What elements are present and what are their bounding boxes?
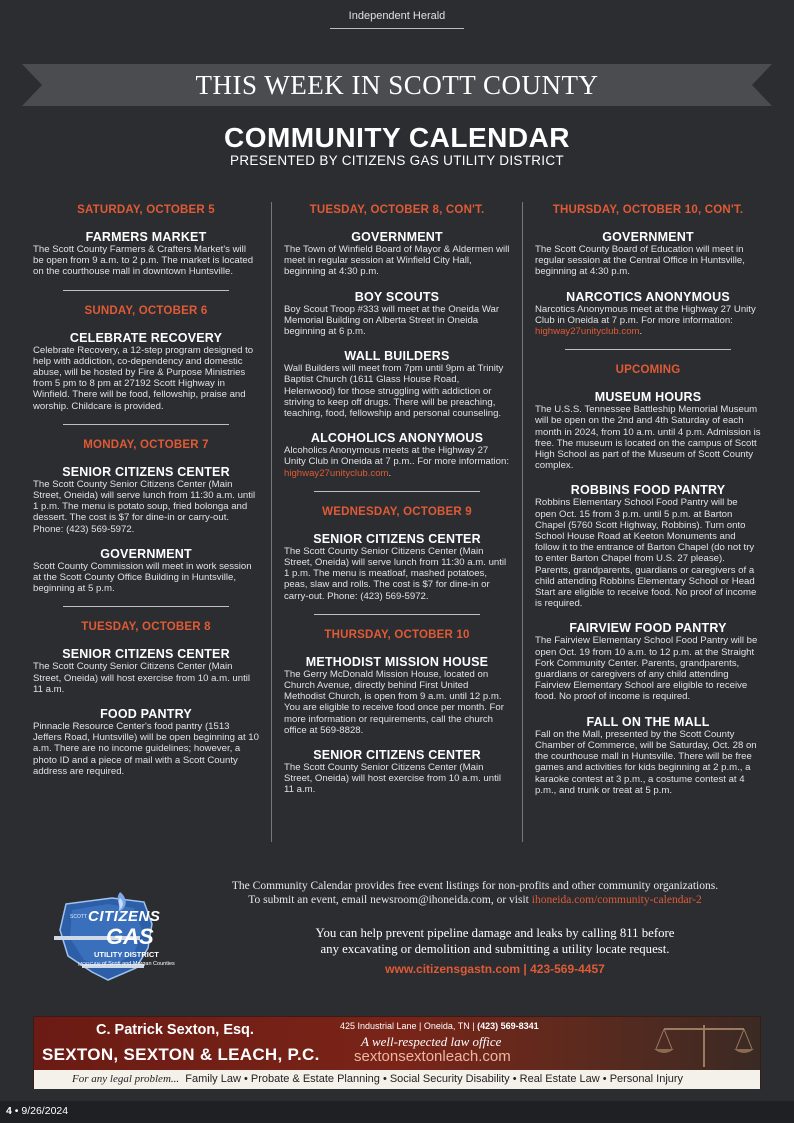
calendar-event xyxy=(284,655,510,736)
event-text: Narcotics Anonymous meet at the Highway 27 Unity Club in Oneida at 7 p.m. For more information: xyxy=(535,303,756,326)
event-text: The Scott County Senior Citizens Center (Main Street, Oneida) will serve lunch from 11:30 a.m. until 1 p.m. The menu is potato soup, fried bolonga and dessert. The cost is $7 for dine-in or carry-out. Phone: (423) 569-5972. xyxy=(33,478,256,535)
event-text: Scott County Commission will meet in work session at the Scott County Office Building in Huntsville, beginning at 5 p.m. xyxy=(33,560,252,595)
footer-note-prefix: To submit an event, email newsroom@ihoneida.com, or visit xyxy=(248,894,532,906)
section-divider xyxy=(314,614,480,615)
event-text: The Town of Winfield Board of Mayor & Aldermen will meet in regular session at Winfield City Hall, beginning at 4:30 p.m. xyxy=(284,244,510,278)
calendar-column-1 xyxy=(33,200,259,789)
logo-morgan: MORGAN xyxy=(78,962,101,968)
event-title: SENIOR CITIZENS CENTER xyxy=(62,647,230,662)
event-title: SENIOR CITIZENS CENTER xyxy=(62,464,230,479)
event-title: WALL BUILDERS xyxy=(344,349,450,364)
section-divider xyxy=(314,491,480,492)
event-title: GOVERNMENT xyxy=(100,546,192,561)
calendar-event xyxy=(535,621,761,702)
event-description xyxy=(535,304,761,338)
calendar-event xyxy=(535,290,761,338)
event-text: Celebrate Recovery, a 12-step program designed to help with addiction, co-dependency and domestic abuse, will be hosted by Fire & Purpose Ministries from 5 pm to 8 pm at 27192 Scott Highway in Winfield. There will be food, fellowship, praise and worship. Childcare is provided. xyxy=(33,344,254,412)
event-description xyxy=(284,304,510,338)
event-description xyxy=(33,661,259,695)
ad-strip-lead: For any legal problem... xyxy=(72,1073,180,1085)
citizens-gas-contact[interactable]: www.citizensgastn.com | 423-569-4457 xyxy=(385,962,605,976)
event-link[interactable]: highway27unityclub.com xyxy=(535,326,640,338)
section-divider xyxy=(63,606,229,607)
masthead-rule xyxy=(330,28,464,29)
calendar-event xyxy=(535,715,761,796)
section-banner xyxy=(22,64,772,106)
logo-scott: SCOTT xyxy=(70,914,87,920)
ad-attorney-name: C. Patrick Sexton, Esq. xyxy=(96,1022,254,1038)
event-text: The Scott County Senior Citizens Center (Main Street, Oneida) will serve lunch from 11:30 a.m. until 1 p.m. The menu is meatloaf, mashed potatoes, peas, slaw and rolls. The cost is $7 for dine-in or carry-out. Phone: (423) 569-5972. xyxy=(284,545,507,602)
event-text: The Scott County Board of Education will meet in regular session at the Central Office in Huntsville, beginning at 4:30 p.m. xyxy=(535,244,745,278)
event-description xyxy=(535,729,761,796)
footer-note-line2 xyxy=(160,893,790,907)
calendar-event xyxy=(535,390,761,471)
event-description xyxy=(284,546,510,602)
event-description xyxy=(33,345,259,412)
calendar-event xyxy=(33,465,259,535)
event-title: ROBBINS FOOD PANTRY xyxy=(570,483,726,498)
ad-tagline: A well-respected law office xyxy=(361,1034,502,1049)
event-title: FOOD PANTRY xyxy=(100,707,192,722)
event-description xyxy=(535,635,761,702)
event-description xyxy=(535,404,761,471)
calendar-event xyxy=(284,431,510,479)
event-text: The Scott County Senior Citizens Center (Main Street, Oneida) will host exercise from 10 a.m. until 11 a.m. xyxy=(33,661,251,695)
event-title: NARCOTICS ANONYMOUS xyxy=(566,289,730,304)
event-title: ALCOHOLICS ANONYMOUS xyxy=(310,431,484,446)
calendar-event xyxy=(284,290,510,338)
calendar-event xyxy=(284,230,510,278)
event-text: Boy Scout Troop #333 will meet at the Oneida War Memorial Building on Alberta Street in Oneida beginning at 6 p.m. xyxy=(284,303,500,338)
event-description xyxy=(535,244,761,278)
calendar-submit-link[interactable]: ihoneida.com/community-calendar-2 xyxy=(531,894,702,906)
day-heading: WEDNESDAY, OCTOBER 9 xyxy=(322,505,472,518)
logo-counties: of Scott and Morgan Counties xyxy=(102,961,175,967)
footer-note-line1: The Community Calendar provides free event listings for non-profits and other community organizations. xyxy=(231,880,719,892)
logo-citizens: CITIZENS xyxy=(88,908,161,925)
day-heading: SUNDAY, OCTOBER 6 xyxy=(84,304,208,317)
calendar-title: COMMUNITY CALENDAR xyxy=(223,122,571,153)
calendar-event xyxy=(284,349,510,419)
event-text: Alcoholics Anonymous meets at the Highway 27 Unity Club in Oneida at 7 p.m.. For more information: xyxy=(284,445,510,468)
ad-address-text: 425 Industrial Lane | Oneida, TN | xyxy=(340,1021,478,1031)
page-date: 9/26/2024 xyxy=(21,1105,69,1117)
event-title: CELEBRATE RECOVERY xyxy=(69,330,223,345)
event-title: SENIOR CITIZENS CENTER xyxy=(313,531,481,546)
calendar-event xyxy=(33,230,259,278)
day-heading: UPCOMING xyxy=(615,364,681,377)
page-separator: • xyxy=(14,1105,19,1117)
day-heading: THURSDAY, OCTOBER 10 xyxy=(324,628,470,641)
page-footer-bar xyxy=(0,1101,794,1123)
ad-firm-name: SEXTON, SEXTON & LEACH, P.C. xyxy=(42,1045,320,1064)
calendar-event xyxy=(535,230,761,278)
event-title: METHODIST MISSION HOUSE xyxy=(305,654,489,669)
event-description xyxy=(33,244,259,278)
calendar-event xyxy=(535,483,761,609)
calendar-event xyxy=(33,707,259,777)
event-description xyxy=(33,479,259,535)
event-text: Pinnacle Resource Center's food pantry (1513 Jeffers Road, Huntsville) will be open beginning at 10 a.m. There are no income guidelines; however, a photo ID and a piece of mail with a Scott County address are required. xyxy=(33,721,259,777)
masthead: Independent Herald xyxy=(348,10,446,22)
event-title: GOVERNMENT xyxy=(602,230,694,244)
logo-utility-district: UTILITY DISTRICT xyxy=(94,950,159,959)
pipeline-line1: You can help prevent pipeline damage and leaks by calling 811 before xyxy=(315,926,675,940)
event-description xyxy=(33,561,259,595)
event-description xyxy=(284,445,510,479)
ad-services-text xyxy=(72,1073,683,1085)
scales-of-justice-icon xyxy=(634,1019,760,1069)
event-description xyxy=(284,669,510,736)
column-divider xyxy=(522,202,523,842)
event-text: The Scott County Farmers & Crafters Market's will be open from 9 a.m. to 2 p.m. The market is located on the courthouse mall in downtown Huntsville. xyxy=(33,244,254,278)
event-description xyxy=(284,762,510,796)
calendar-subtitle: PRESENTED BY CITIZENS GAS UTILITY DISTRICT xyxy=(230,153,564,168)
ad-services-strip xyxy=(34,1070,760,1089)
calendar-column-3 xyxy=(535,200,761,808)
calendar-column-2 xyxy=(284,200,510,808)
event-text: The Scott County Senior Citizens Center (Main Street, Oneida) will host exercise from 10 a.m. until 11 a.m. xyxy=(284,762,502,796)
day-heading: SATURDAY, OCTOBER 5 xyxy=(77,204,215,216)
law-office-ad[interactable] xyxy=(33,1016,761,1089)
calendar-event xyxy=(33,331,259,412)
section-divider xyxy=(63,290,229,291)
event-text: Fall on the Mall, presented by the Scott County Chamber of Commerce, will be Saturday, Oct. 28 on the courthouse mall in Huntsville. There will be free games and activities for kids beginning at 2 p.m., a karaoke contest at 3 p.m., a costume contest at 4 p.m., and trunk or treat at 5 p.m. xyxy=(535,728,757,796)
event-description xyxy=(33,721,259,777)
day-heading: THURSDAY, OCTOBER 10, CON'T. xyxy=(552,204,744,216)
event-text: The Fairview Elementary School Food Pantry will be open Oct. 19 from 10 a.m. to 12 p.m. at the Straight Fork Community Center. Parents, grandparents, guardians or caregivers of any child attending Fairview Elementary School are eligible to receive food. No proof of income is required. xyxy=(535,635,758,703)
calendar-event xyxy=(33,647,259,695)
calendar-event xyxy=(33,547,259,595)
event-title: FALL ON THE MALL xyxy=(586,714,710,729)
event-title: MUSEUM HOURS xyxy=(594,390,702,405)
banner-title: THIS WEEK IN SCOTT COUNTY xyxy=(195,70,599,100)
event-text: Wall Builders will meet from 7pm until 9pm at Trinity Baptist Church (1611 Glass House Road, Helenwood) for those struggling with addiction or striving to keep off drugs. There will be preaching, teaching, food, fellowship and personal counseling. xyxy=(284,363,504,420)
day-heading: MONDAY, OCTOBER 7 xyxy=(83,438,209,451)
ad-address xyxy=(340,1021,539,1031)
calendar-event xyxy=(284,532,510,602)
event-text: Robbins Elementary School Food Pantry will be open Oct. 15 from 3 p.m. until 5 p.m. at Barton Chapel (5760 Scott Highway, Robbins). Turn onto School House Road at Keeton Monuments and follow it to the entrance of Barton Chapel (do not try to enter Barton Chapel from U.S. 27 please). Parents, grandparents, guardians or caregivers of a child attending Robbins Elementary School or Head Start are eligible to receive food. No proof of income is required. xyxy=(535,497,757,610)
pipeline-line2: any excavating or demolition and submitting a utility locate request. xyxy=(320,942,670,956)
calendar-footer-note xyxy=(160,879,790,907)
event-description xyxy=(284,244,510,278)
ad-phone: (423) 569-8341 xyxy=(477,1021,539,1031)
ad-website[interactable]: sextonsextonleach.com xyxy=(354,1048,511,1065)
event-text-end: . xyxy=(388,467,392,479)
logo-gas: GAS xyxy=(106,924,154,949)
day-heading: TUESDAY, OCTOBER 8, CON'T. xyxy=(309,204,485,216)
page-number: 4 xyxy=(6,1105,12,1117)
pipeline-safety-message xyxy=(200,925,790,957)
event-text: The Gerry McDonald Mission House, located on Church Avenue, directly behind First United Methodist Church, is open from 9 a.m. until 12 p.m. You are eligible to receive food once per month. For more information or requirements, call the church office at 569-8828. xyxy=(284,668,504,736)
event-title: GOVERNMENT xyxy=(351,230,443,244)
section-divider xyxy=(63,424,229,425)
column-divider xyxy=(271,202,272,842)
event-text-end: . xyxy=(639,326,643,338)
page-info xyxy=(6,1105,68,1117)
event-title: SENIOR CITIZENS CENTER xyxy=(313,748,481,763)
event-description xyxy=(535,497,761,609)
event-title: FAIRVIEW FOOD PANTRY xyxy=(569,621,727,636)
ad-strip-services: Family Law • Probate & Estate Planning • Social Security Disability • Real Estate Law • Personal Injury xyxy=(185,1073,684,1085)
section-divider xyxy=(565,349,731,350)
calendar-event xyxy=(284,748,510,796)
event-description xyxy=(284,363,510,419)
event-text: The U.S.S. Tennessee Battleship Memorial Museum will be open on the 2nd and 4th Saturday of each month in 2024, from 10 a.m. until 4 p.m. Admission is free. The museum is located on the campus of Scott High School as part of the Museum of Scott County complex. xyxy=(535,404,761,472)
day-heading: TUESDAY, OCTOBER 8 xyxy=(81,621,211,634)
event-title: BOY SCOUTS xyxy=(354,289,440,304)
event-link[interactable]: highway27unityclub.com xyxy=(284,467,389,479)
event-title: FARMERS MARKET xyxy=(85,230,207,244)
